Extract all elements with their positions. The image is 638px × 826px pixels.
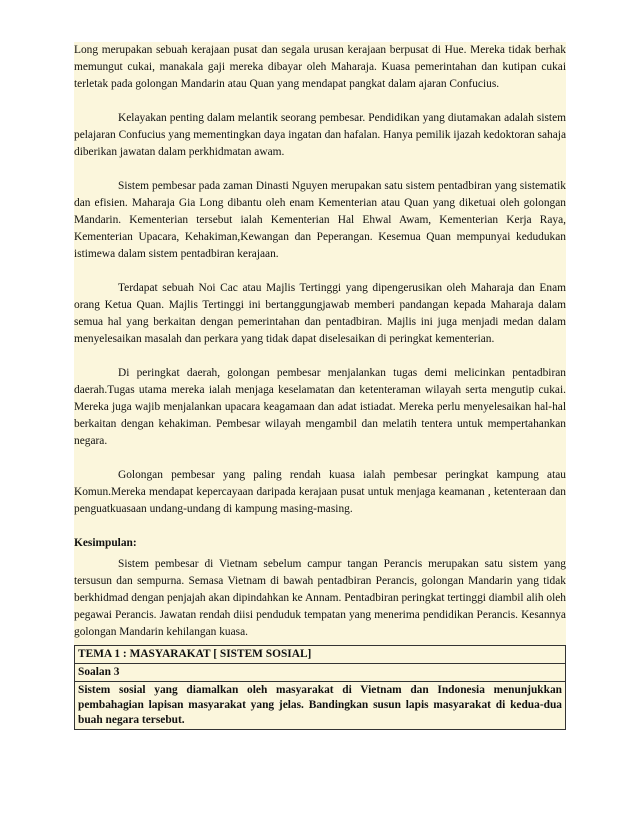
conclusion-heading: Kesimpulan:	[74, 537, 137, 549]
question-table	[74, 645, 566, 730]
paragraph-3: Sistem pembesar pada zaman Dinasti Nguyen merupakan satu sistem pentadbiran yang sistematik dan efisien. Maharaja Gia Long dibantu oleh enam Kementerian atau Quan yang diketuai oleh golongan Mandarin. Kementerian tersebut ialah Kementerian Hal Ehwal Awam, Kementerian Kerja Raya, Kementerian Upacara, Kehakiman,Kewangan dan Peperangan. Kesemua Quan mempunyai kedudukan istimewa dalam sistem pentadbiran kerajaan.	[74, 180, 566, 260]
paragraph-1: Long merupakan sebuah kerajaan pusat dan segala urusan kerajaan berpusat di Hue. Mereka tidak berhak memungut cukai, manakala gaji mereka dibayar oleh Maharaja. Kuasa pemerintahan dan kutipan cukai terletak pada golongan Mandarin atau Quan yang mendapat pangkat dalam ajaran Confucius.	[74, 44, 566, 90]
theme-row: TEMA 1 : MASYARAKAT [ SISTEM SOSIAL]	[75, 646, 565, 664]
paragraph-6: Golongan pembesar yang paling rendah kuasa ialah pembesar peringkat kampung atau Komun.Mereka mendapat kepercayaan daripada kerajaan pusat untuk menjaga keamanan , ketenteraan dan penguatkuasaan undang-undang di kampung masing-masing.	[74, 469, 566, 515]
paragraph-5: Di peringkat daerah, golongan pembesar menjalankan tugas demi melicinkan pentadbiran daerah.Tugas utama mereka ialah menjaga keselamatan dan ketenteraman wilayah serta mengutip cukai. Mereka juga wajib menjalankan upacara keagamaan dan adat istiadat. Mereka perlu menyelesaikan hal-hal berkaitan dengan kehakiman. Pembesar wilayah mengambil dan melatih tentera untuk mempertahankan negara.	[74, 367, 566, 447]
paragraph-4: Terdapat sebuah Noi Cac atau Majlis Tertinggi yang dipengerusikan oleh Maharaja dan Enam orang Ketua Quan. Majlis Tertinggi ini bertanggungjawab memberi pandangan kepada Maharaja dalam semua hal yang berkaitan dengan pemerintahan dan pentadbiran. Majlis ini juga menjadi medan dalam menyelesaikan masalah dan perkara yang tidak dapat diselesaikan di peringkat kementerian.	[74, 282, 566, 345]
soalan-row: Soalan 3	[75, 664, 565, 682]
question-text-row: Sistem sosial yang diamalkan oleh masyarakat di Vietnam dan Indonesia menunjukkan pembahagian lapisan masyarakat yang jelas. Bandingkan susun lapis masyarakat di kedua-dua buah negara tersebut.	[78, 684, 562, 726]
paragraph-2: Kelayakan penting dalam melantik seorang pembesar. Pendidikan yang diutamakan adalah sistem pelajaran Confucius yang mementingkan daya ingatan dan hafalan. Hanya pemilik ijazah kedoktoran sahaja diberikan jawatan dalam perkhidmatan awam.	[74, 112, 566, 158]
conclusion-paragraph: Sistem pembesar di Vietnam sebelum campur tangan Perancis merupakan satu sistem yang tersusun dan sempurna. Semasa Vietnam di bawah pentadbiran Perancis, golongan Mandarin yang tidak berkhidmad dengan penjajah akan dipindahkan ke Annam. Pentadbiran peringkat tertinggi diambil alih oleh pegawai Perancis. Jawatan rendah diisi penduduk tempatan yang menerima pendidikan Perancis. Kesannya golongan Mandarin kehilangan kuasa.	[74, 558, 566, 638]
essay-text-block	[74, 42, 566, 661]
